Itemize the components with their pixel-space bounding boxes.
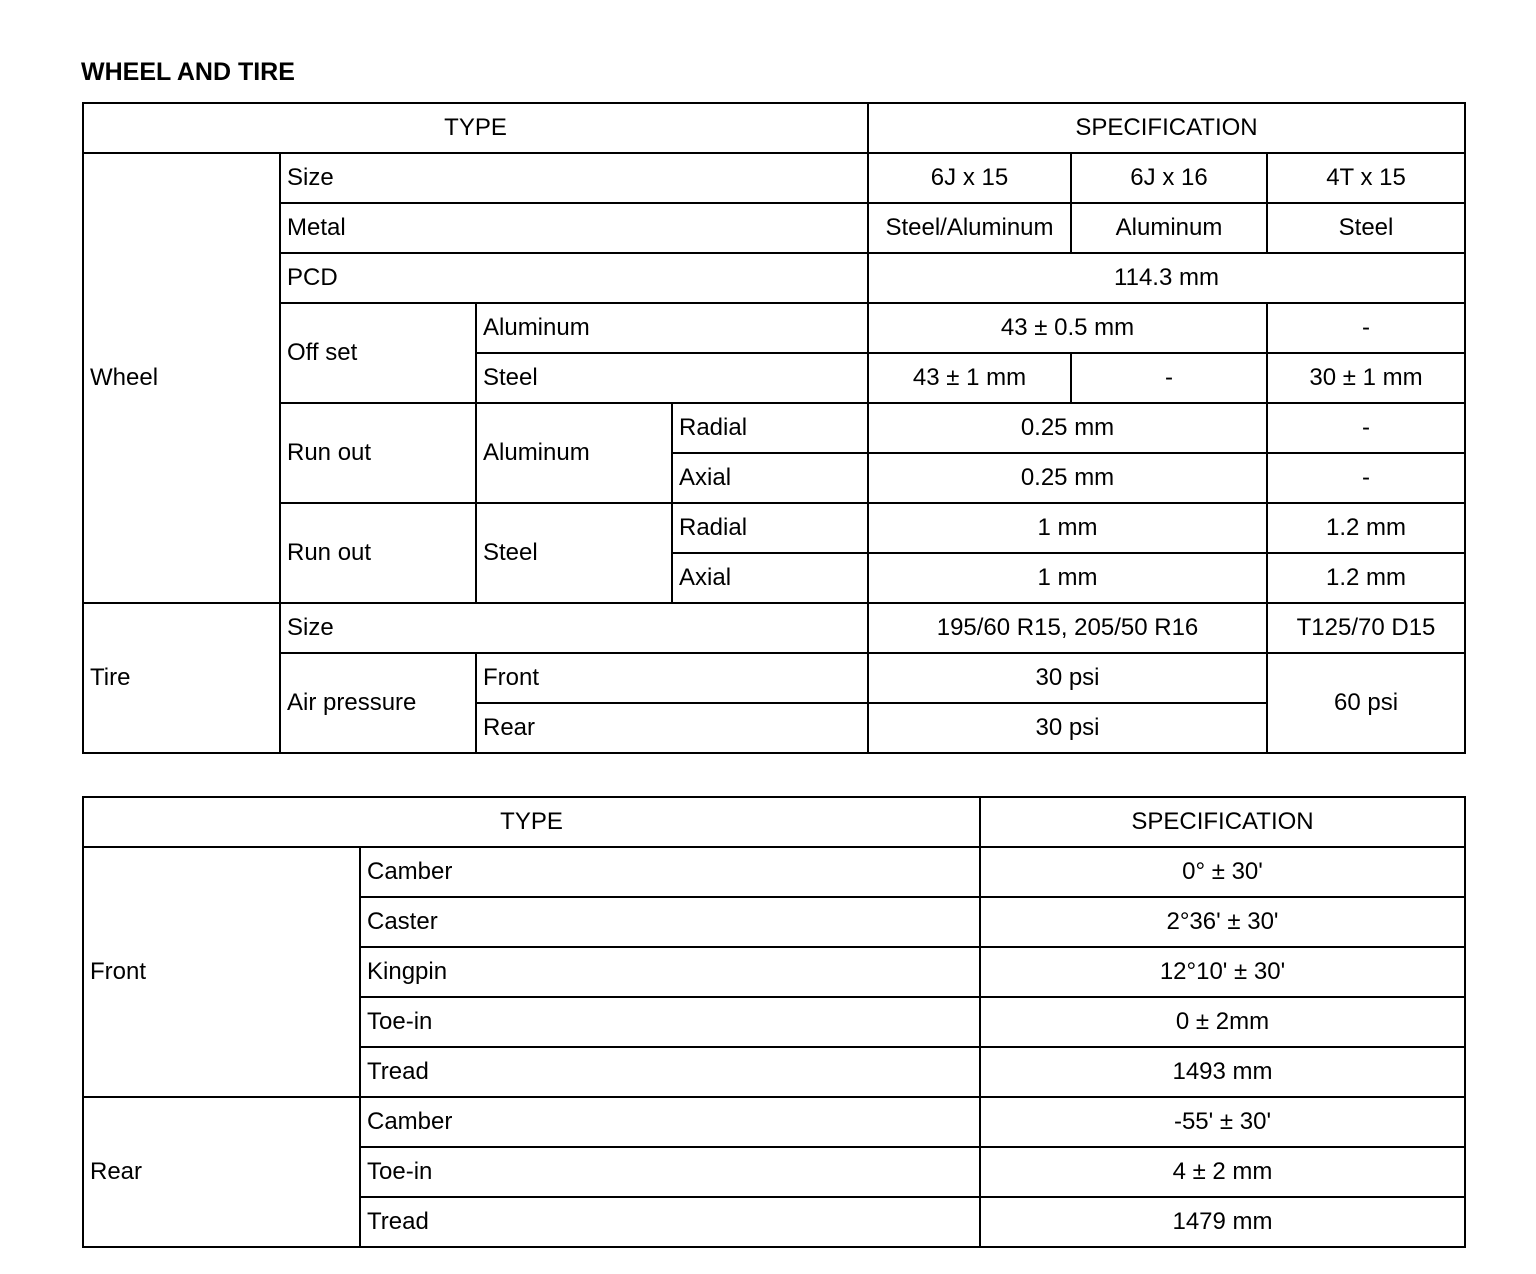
cell-value: 4 ± 2 mm: [980, 1147, 1465, 1197]
cell-value: 6J x 16: [1071, 153, 1267, 203]
row-label-metal: Metal: [280, 203, 868, 253]
table-row: [83, 153, 1465, 203]
header-type: TYPE: [83, 797, 980, 847]
row-label: Tread: [360, 1197, 980, 1247]
category-front: Front: [83, 847, 360, 1097]
row-label-runout: Run out: [280, 503, 476, 603]
row-label-runout: Run out: [280, 403, 476, 503]
table-row: [83, 203, 1465, 253]
cell-value: -55' ± 30': [980, 1097, 1465, 1147]
cell-value: 4T x 15: [1267, 153, 1465, 203]
cell-value: -: [1267, 303, 1465, 353]
category-rear: Rear: [83, 1097, 360, 1247]
cell-value: 30 psi: [868, 653, 1267, 703]
row-sublabel-steel: Steel: [476, 503, 672, 603]
category-tire: Tire: [83, 603, 280, 753]
header-type: TYPE: [83, 103, 868, 153]
cell-value: 30 ± 1 mm: [1267, 353, 1465, 403]
cell-value: 0° ± 30': [980, 847, 1465, 897]
cell-value: 2°36' ± 30': [980, 897, 1465, 947]
cell-value: 30 psi: [868, 703, 1267, 753]
header-specification: SPECIFICATION: [980, 797, 1465, 847]
row-label: Tread: [360, 1047, 980, 1097]
table-row: [83, 603, 1465, 653]
cell-value: 1 mm: [868, 553, 1267, 603]
row-label: Kingpin: [360, 947, 980, 997]
row-label: Toe-in: [360, 1147, 980, 1197]
cell-value: Steel/Aluminum: [868, 203, 1071, 253]
row-sublabel-radial: Radial: [672, 403, 868, 453]
cell-value: 60 psi: [1267, 653, 1465, 753]
table-row: [83, 1097, 1465, 1147]
cell-value: T125/70 D15: [1267, 603, 1465, 653]
cell-value: -: [1071, 353, 1267, 403]
cell-value: -: [1267, 453, 1465, 503]
cell-value: 1.2 mm: [1267, 553, 1465, 603]
cell-value: 43 ± 0.5 mm: [868, 303, 1267, 353]
category-wheel: Wheel: [83, 153, 280, 603]
row-sublabel-radial: Radial: [672, 503, 868, 553]
row-label-offset: Off set: [280, 303, 476, 403]
cell-value: 12°10' ± 30': [980, 947, 1465, 997]
row-sublabel-front: Front: [476, 653, 868, 703]
row-label-air-pressure: Air pressure: [280, 653, 476, 753]
row-label: Caster: [360, 897, 980, 947]
table-header-row: [83, 103, 1465, 153]
cell-value: 1.2 mm: [1267, 503, 1465, 553]
table-row: [83, 403, 1465, 453]
row-sublabel-steel: Steel: [476, 353, 868, 403]
row-label: Camber: [360, 847, 980, 897]
cell-value: 1493 mm: [980, 1047, 1465, 1097]
cell-value: 195/60 R15, 205/50 R16: [868, 603, 1267, 653]
table-header-row: [83, 797, 1465, 847]
row-sublabel-axial: Axial: [672, 553, 868, 603]
cell-value: Steel: [1267, 203, 1465, 253]
table-row: [83, 503, 1465, 553]
table-row: [83, 653, 1465, 703]
row-label-pcd: PCD: [280, 253, 868, 303]
cell-value: 0.25 mm: [868, 453, 1267, 503]
cell-value: 0 ± 2mm: [980, 997, 1465, 1047]
row-label: Toe-in: [360, 997, 980, 1047]
cell-value: 114.3 mm: [868, 253, 1465, 303]
wheel-tire-spec-table: [82, 102, 1466, 754]
row-label-size: Size: [280, 603, 868, 653]
cell-value: 1 mm: [868, 503, 1267, 553]
row-sublabel-rear: Rear: [476, 703, 868, 753]
header-specification: SPECIFICATION: [868, 103, 1465, 153]
table-row: [83, 253, 1465, 303]
row-sublabel-axial: Axial: [672, 453, 868, 503]
page-title: WHEEL AND TIRE: [81, 58, 295, 86]
cell-value: 43 ± 1 mm: [868, 353, 1071, 403]
cell-value: 0.25 mm: [868, 403, 1267, 453]
cell-value: -: [1267, 403, 1465, 453]
cell-value: Aluminum: [1071, 203, 1267, 253]
table-row: [83, 847, 1465, 897]
cell-value: 6J x 15: [868, 153, 1071, 203]
row-sublabel-aluminum: Aluminum: [476, 403, 672, 503]
table-row: [83, 303, 1465, 353]
row-label: Camber: [360, 1097, 980, 1147]
cell-value: 1479 mm: [980, 1197, 1465, 1247]
row-label-size: Size: [280, 153, 868, 203]
row-sublabel-aluminum: Aluminum: [476, 303, 868, 353]
alignment-spec-table: [82, 796, 1466, 1248]
